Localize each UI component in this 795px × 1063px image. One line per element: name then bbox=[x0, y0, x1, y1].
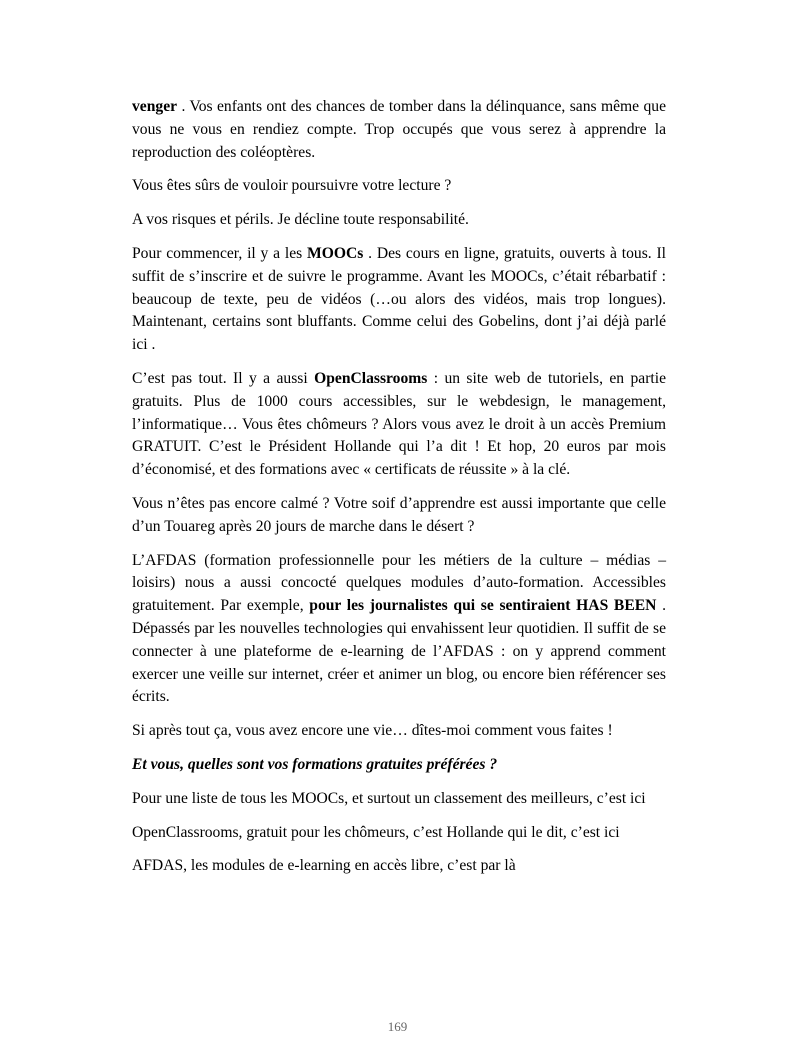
paragraph-text: . Vos enfants ont des chances de tomber dans la délinquance, sans même que vous ne vous en rendiez compte. Trop occupés que vous serez à apprendre la reproduction des coléoptères. bbox=[132, 98, 666, 161]
journalists-text: pour les journalistes qui se sentiraient HAS BEEN bbox=[309, 597, 657, 615]
paragraph-7 bbox=[132, 550, 666, 710]
paragraph-text: L’AFDAS (formation professionnelle pour les métiers de la culture – médias – loisirs) nous a aussi concocté quelques modules d’auto-formation. Accessibles gratuitement. Par exemple, bbox=[132, 551, 666, 615]
paragraph-text: C’est pas tout. Il y a aussi bbox=[132, 369, 315, 387]
paragraph-11: AFDAS, les modules de e-learning en accès libre, c’est par là bbox=[132, 857, 516, 875]
paragraph-2: Vous êtes sûrs de vouloir poursuivre votre lecture ? bbox=[132, 177, 452, 195]
page-number: 169 bbox=[387, 1019, 408, 1034]
paragraph-8: Si après tout ça, vous avez encore une vie… dîtes-moi comment vous faites ! bbox=[132, 722, 613, 740]
paragraph-10: OpenClassrooms, gratuit pour les chômeurs, c’est Hollande qui le dit, c’est ici bbox=[132, 823, 620, 841]
paragraph-3: A vos risques et périls. Je décline toute responsabilité. bbox=[132, 211, 469, 229]
paragraph-text: . Des cours en ligne, gratuits, ouverts à tous. Il suffit de s’inscrire et de suivre le programme. Avant les MOOCs, c’était rébarbatif : beaucoup de texte, peu de vidéos (…ou alors des vidéos, mais trop longues). Maintenant, certains sont bluffants. Comme celui des Gobelins, dont j’ai déjà parlé ici . bbox=[132, 244, 666, 354]
mooc-link-text: MOOCs bbox=[307, 244, 364, 262]
paragraph-text: Pour commencer, il y a les bbox=[132, 244, 307, 262]
section-heading: Et vous, quelles sont vos formations gratuites préférées ? bbox=[132, 755, 498, 773]
paragraph-4 bbox=[132, 243, 666, 357]
paragraph-5 bbox=[132, 368, 666, 482]
paragraph-text: . Dépassés par les nouvelles technologies qui envahissent leur quotidien. Il suffit de se connecter à une plateforme de e-learning de l’AFDAS : on y apprend comment exercer une veille sur internet, créer et animer un blog, ou encore bien référencer ses écrits. bbox=[132, 597, 666, 706]
paragraph-1 bbox=[132, 96, 666, 164]
paragraph-9: Pour une liste de tous les MOOCs, et surtout un classement des meilleurs, c’est ici bbox=[132, 789, 646, 807]
paragraph-text: : un site web de tutoriels, en partie gratuits. Plus de 1000 cours accessibles, sur le webdesign, le management, l’informatique… Vous êtes chômeurs ? Alors vous avez le droit à un accès Premium GRATUIT. C’est le Président Hollande qui l’a dit ! Et hop, 20 euros par mois d’économisé, et des formations avec « certificats de réussite » à la clé. bbox=[132, 369, 666, 479]
openclassrooms-text: OpenClassrooms bbox=[314, 369, 428, 387]
paragraph-6: Vous n’êtes pas encore calmé ? Votre soif d’apprendre est aussi importante que celle d’un Touareg après 20 jours de marche dans le désert ? bbox=[132, 494, 666, 535]
document-body bbox=[132, 96, 666, 889]
bold-text: venger bbox=[132, 98, 178, 115]
